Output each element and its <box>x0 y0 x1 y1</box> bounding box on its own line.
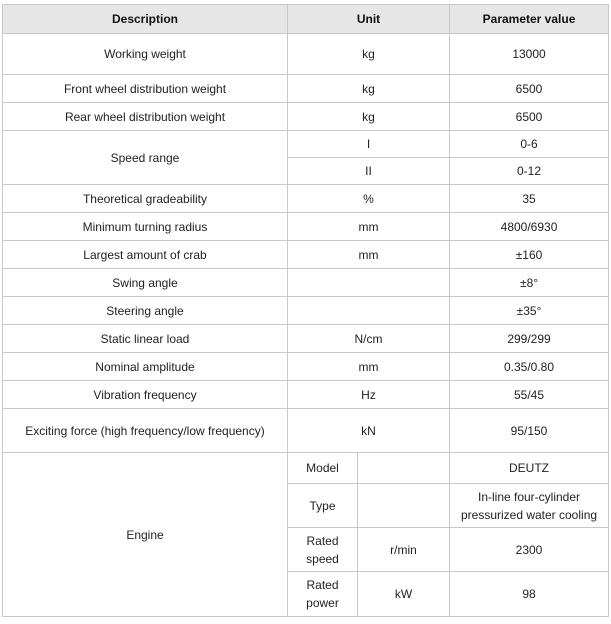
row-unit: kN <box>288 409 450 453</box>
row-unit: kg <box>288 75 450 103</box>
engine-rated-power-unit: kW <box>358 572 450 617</box>
header-row <box>3 5 609 34</box>
row-unit: N/cm <box>288 325 450 353</box>
row-description: Minimum turning radius <box>3 213 288 241</box>
row-value: 13000 <box>450 34 609 75</box>
engine-type-value: In-line four-cylinder pressurized water cooling <box>450 484 609 528</box>
row-description: Swing angle <box>3 269 288 297</box>
row-unit: % <box>288 185 450 213</box>
row-value: 95/150 <box>450 409 609 453</box>
row-unit <box>288 269 450 297</box>
engine-model-value: DEUTZ <box>450 453 609 484</box>
table-row <box>3 75 609 103</box>
table-row <box>3 185 609 213</box>
row-description: Nominal amplitude <box>3 353 288 381</box>
speed-gear-2-value: 0-12 <box>450 158 609 185</box>
engine-rated-speed-value: 2300 <box>450 528 609 572</box>
table-row <box>3 34 609 75</box>
row-value: 6500 <box>450 75 609 103</box>
row-unit: mm <box>288 213 450 241</box>
row-description: Largest amount of crab <box>3 241 288 269</box>
row-description: Front wheel distribution weight <box>3 75 288 103</box>
table-row <box>3 353 609 381</box>
table-row <box>3 409 609 453</box>
speed-range-description: Speed range <box>3 131 288 185</box>
row-unit: mm <box>288 241 450 269</box>
row-value: ±160 <box>450 241 609 269</box>
table-row <box>3 381 609 409</box>
engine-description: Engine <box>3 453 288 617</box>
spec-table <box>2 4 609 617</box>
speed-gear-2: II <box>288 158 450 185</box>
row-description: Static linear load <box>3 325 288 353</box>
table-row <box>3 131 609 158</box>
row-value: 55/45 <box>450 381 609 409</box>
engine-type-label: Type <box>288 484 358 528</box>
row-value: ±8° <box>450 269 609 297</box>
row-description: Rear wheel distribution weight <box>3 103 288 131</box>
header-parameter-value: Parameter value <box>450 5 609 34</box>
header-description: Description <box>3 5 288 34</box>
speed-gear-1: I <box>288 131 450 158</box>
row-value: 0.35/0.80 <box>450 353 609 381</box>
row-description: Vibration frequency <box>3 381 288 409</box>
table-row <box>3 241 609 269</box>
table-row <box>3 453 609 484</box>
row-unit <box>288 297 450 325</box>
row-description: Steering angle <box>3 297 288 325</box>
header-unit: Unit <box>288 5 450 34</box>
table-row <box>3 325 609 353</box>
engine-rated-power-label: Rated power <box>288 572 358 617</box>
row-value: 35 <box>450 185 609 213</box>
row-value: 299/299 <box>450 325 609 353</box>
table-row <box>3 213 609 241</box>
engine-model-label: Model <box>288 453 358 484</box>
table-row <box>3 297 609 325</box>
engine-rated-power-value: 98 <box>450 572 609 617</box>
row-unit: Hz <box>288 381 450 409</box>
row-value: 6500 <box>450 103 609 131</box>
table-row <box>3 103 609 131</box>
table-row <box>3 269 609 297</box>
engine-type-unit <box>358 484 450 528</box>
row-description: Theoretical gradeability <box>3 185 288 213</box>
row-unit: mm <box>288 353 450 381</box>
row-value: ±35° <box>450 297 609 325</box>
engine-rated-speed-unit: r/min <box>358 528 450 572</box>
row-description: Exciting force (high frequency/low frequency) <box>3 409 288 453</box>
row-unit: kg <box>288 103 450 131</box>
row-value: 4800/6930 <box>450 213 609 241</box>
row-unit: kg <box>288 34 450 75</box>
row-description: Working weight <box>3 34 288 75</box>
speed-gear-1-value: 0-6 <box>450 131 609 158</box>
engine-rated-speed-label: Rated speed <box>288 528 358 572</box>
engine-model-unit <box>358 453 450 484</box>
